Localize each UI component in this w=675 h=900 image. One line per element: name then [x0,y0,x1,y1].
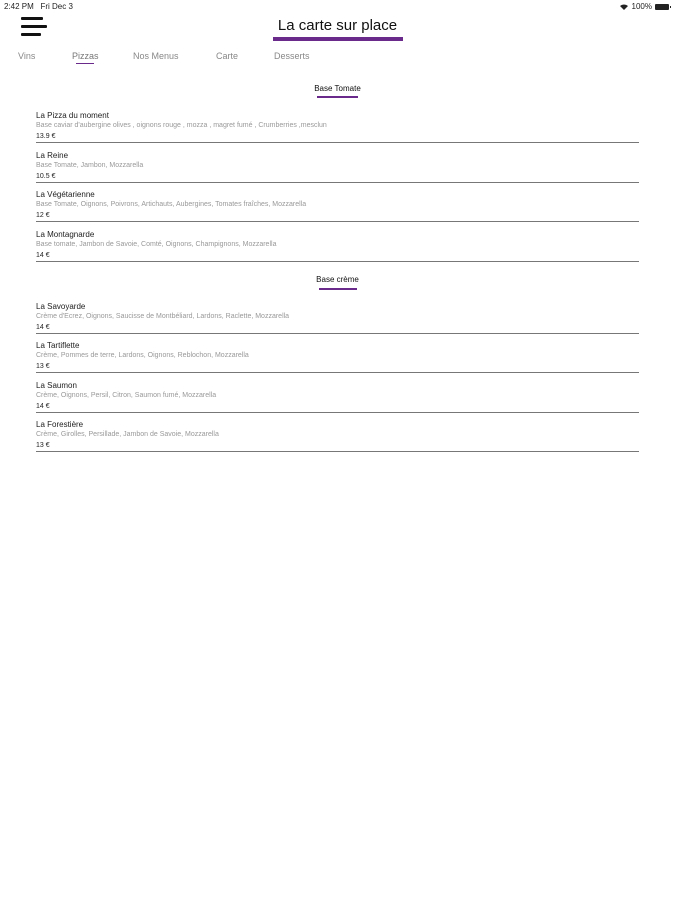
status-time: 2:42 PM [4,2,34,11]
item-name: La Saumon [36,381,77,390]
menu-item[interactable] [36,302,639,340]
item-divider [36,412,639,413]
item-divider [36,142,639,143]
tab-nos-menus[interactable]: Nos Menus [133,51,179,61]
item-divider [36,221,639,222]
item-price: 14 € [36,403,50,410]
status-date: Fri Dec 3 [40,2,73,11]
item-name: La Montagnarde [36,230,95,239]
item-name: La Pizza du moment [36,111,109,120]
item-name: La Reine [36,151,69,160]
menu-item[interactable] [36,111,639,149]
item-price: 13 € [36,363,50,370]
item-price: 13.9 € [36,133,56,140]
item-price: 10.5 € [36,173,56,180]
item-description: Crème, Girolles, Persillade, Jambon de Savoie, Mozzarella [36,431,219,438]
section-underline [319,288,357,290]
wifi-icon [619,3,629,10]
item-name: La Tartiflette [36,341,80,350]
section-underline [317,96,358,98]
menu-item[interactable] [36,190,639,228]
item-description: Base caviar d'aubergine olives , oignons rouge , mozza , magret fumé , Crumberries ,mesclun [36,122,327,129]
item-divider [36,372,639,373]
item-price: 14 € [36,324,50,331]
item-name: La Forestière [36,420,84,429]
item-price: 14 € [36,252,50,259]
menu-item[interactable] [36,230,639,268]
status-bar [0,0,675,14]
item-description: Crème, Oignons, Persil, Citron, Saumon fumé, Mozzarella [36,392,217,399]
page-title: La carte sur place [277,17,398,34]
tab-pizzas[interactable]: Pizzas [72,51,99,61]
item-description: Base Tomate, Oignons, Poivrons, Artichauts, Aubergines, Tomates fraîches, Mozzarella [36,201,307,208]
section-header-base-tomate: Base Tomate [314,84,361,93]
section-header-base-creme: Base crème [316,275,359,284]
item-price: 12 € [36,212,50,219]
status-indicators [619,2,669,11]
status-time-date [4,2,73,11]
item-divider [36,261,639,262]
title-underline [273,37,403,41]
item-description: Crème d'Ecrez, Oignons, Saucisse de Montbéliard, Lardons, Raclette, Mozzarella [36,313,290,320]
tab-desserts[interactable]: Desserts [274,51,310,61]
menu-item[interactable] [36,381,639,419]
item-description: Base Tomate, Jambon, Mozzarella [36,162,144,169]
tab-carte[interactable]: Carte [216,51,239,61]
item-divider [36,182,639,183]
item-divider [36,333,639,334]
category-tabs [0,51,675,67]
tab-active-indicator [76,63,94,64]
item-name: La Savoyarde [36,302,86,311]
item-name: La Végétarienne [36,190,95,199]
tab-vins[interactable]: Vins [18,51,36,61]
menu-item[interactable] [36,151,639,189]
item-description: Crème, Pommes de terre, Lardons, Oignons, Reblochon, Mozzarella [36,352,249,359]
battery-icon [655,4,669,10]
menu-item[interactable] [36,420,639,458]
battery-percent: 100% [631,2,652,11]
item-price: 13 € [36,442,50,449]
item-description: Base tomate, Jambon de Savoie, Comté, Oignons, Champignons, Mozzarella [36,241,277,248]
menu-item[interactable] [36,341,639,379]
item-divider [36,451,639,452]
